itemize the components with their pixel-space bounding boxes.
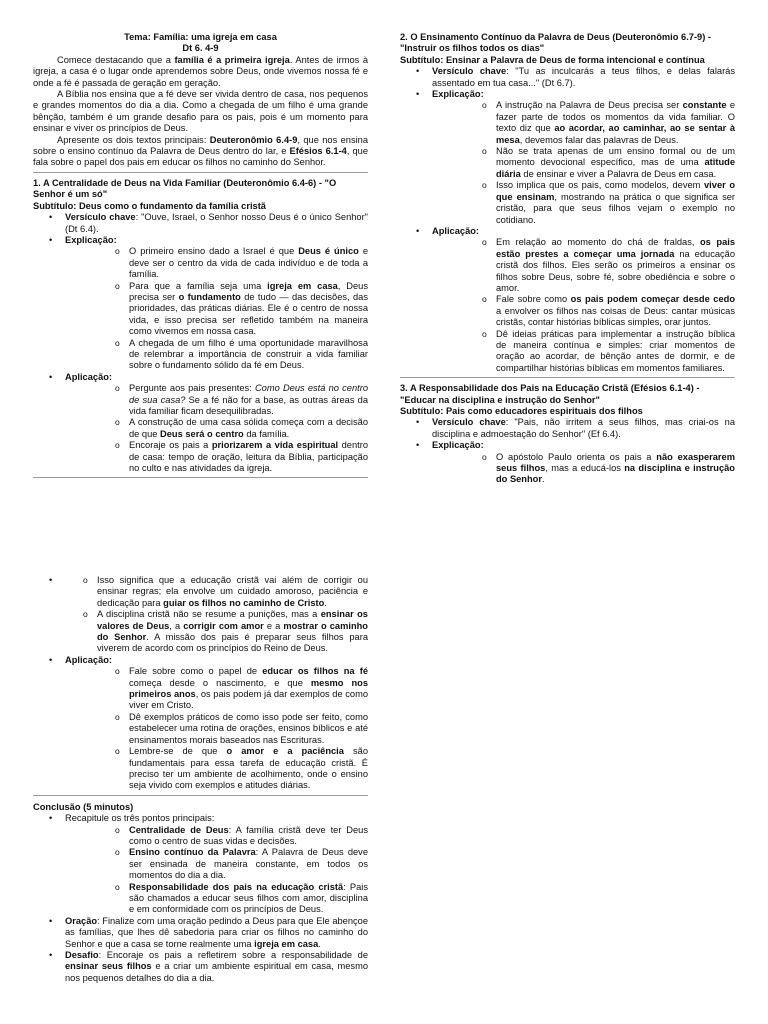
application-label: Aplicação: [65,371,113,382]
text-run: Lembre-se de que [129,746,227,757]
bold-text: Versículo chave [432,66,507,77]
continuation-list [33,575,368,792]
text-run: de tudo — das decisões, das prioridades, das práticas diárias. Ele é o centro de nossa vida, e isso precisa ser refletido também na maneira como vivemos em nossa casa. [129,291,368,337]
text-run: . [541,474,545,485]
recap-label: Recapitule os três pontos principais: [65,813,215,824]
document-title: Tema: Família: uma igreja em casa [124,32,277,42]
text-run: A Bíblia nos ensina que a fé deve ser vivida dentro de casa, nos pequenos e grandes momentos do dia a dia. Como a chegada de um filho é uma grande bênção, também é um grande desafio para os pais, pois é um momento para ensinar e viver os princípios de Deus. [33,89,368,134]
conclusion-list [33,813,368,984]
list-item [65,338,368,372]
explanation-label: Explicação: [65,234,117,245]
bold-text: educar os filhos na fé [262,666,368,677]
application-item [33,655,368,792]
list-item [432,452,735,486]
key-verse [33,212,368,235]
text-run: a envolver os filhos nas coisas de Deus: cantar músicas cristãs, contar histórias bíblicas simples, orar juntos. [496,305,735,328]
key-verse [400,66,735,89]
section-2-subtitle: Subtítulo: Ensinar a Palavra de Deus de forma intencional e contínua [400,54,705,65]
bold-text: Ensino contínuo da Palavra [129,847,256,858]
bold-text: guiar os filhos no caminho de Cristo [163,597,325,608]
list-item [33,609,368,655]
text-run: Comece destacando que a [57,54,175,65]
text-run: . [318,938,321,949]
conclusion-title: Conclusão (5 minutos) [33,801,134,812]
bold-text: mostrar o caminho do Senhor [97,620,368,643]
continued-explanation [33,575,368,655]
text-run: Dê exemplos práticos de como isso pode ser feito, como estabelecer uma rotina de orações, ensinos bíblicos e até ensinamentos morais baseados nas Escrituras. [129,711,368,745]
text-run: O primeiro ensino dado a Israel é que [129,246,299,257]
application-list [65,666,368,791]
text-run: : A Palavra de Deus deve ser ensinada de maneira constante, em todos os momentos do dia a dia. [129,847,368,881]
text-run: . A missão dos pais é preparar seus filhos para viverem de acordo com os princípios do Reino de Deus. [97,632,368,654]
challenge-item [33,950,368,984]
section-2-list [400,66,735,374]
list-item [432,146,735,180]
text-run: , mostrando na prática o que significa ser cristão, para que seus filhos vejam o exemplo no cotidiano. [496,191,735,225]
text-run: : Finalize com uma oração pedindo a Deus para que Ele abençoe as famílias, que lhes dê sabedoria para criar os filhos no caminho do Senhor e que a casa se torne realmente uma [65,915,368,949]
text-run: : Pais são chamados a educar seus filhos com amor, disciplina e em conformidade com os princípios de Deus. [129,881,368,915]
explanation-list [65,246,368,371]
bold-text: Oração [65,915,98,926]
text-run: O apóstolo Paulo orienta os pais a [496,451,657,462]
bold-text: constante [682,100,727,111]
list-item [65,417,368,440]
section-divider [33,172,368,173]
explanation-item [33,235,368,372]
bold-text: ao acordar, ao caminhar, ao se sentar à mesa [496,123,735,145]
text-run: Fale sobre como o papel de [129,666,263,677]
bold-text: Centralidade de Deus [129,824,229,835]
prayer-item [33,916,368,950]
text-run: . Antes de irmos à igreja, a casa é o lugar onde aprendemos sobre Deus, onde vivemos nossa fé e onde a fé é passada de geração em geração. [33,54,368,88]
text-run: e a criar um ambiente espiritual em casa, mesmo nos pequenos detalhes do dia a dia. [65,961,368,983]
bold-text: corrigir com amor [183,620,264,631]
text-run: . [324,597,327,608]
list-item [65,440,368,474]
text-run: de ensinar e viver a Palavra de Deus em casa. [520,168,717,179]
bold-text: Deus será o centro [160,428,244,439]
section-1-title: 1. A Centralidade de Deus na Vida Familiar (Deuteronômio 6.4-6) - "O Senhor é um só" [33,177,337,200]
text-run: e fazer parte de todos os momentos da vida familiar. O texto diz que [496,100,735,134]
text-run: : "Pais, não irritem a seus filhos, mas criai-os na disciplina e admoestação do Senhor" (Ef 6.4). [432,417,735,439]
text-run: , que nos ensina sobre o ensino contínuo da Palavra de Deus dentro do lar, e [33,134,368,157]
list-item [65,666,368,712]
text-run: , devemos falar das palavras de Deus. [519,134,679,145]
application-label: Aplicação: [432,225,480,236]
explanation-label: Explicação: [432,440,484,451]
section-1-subtitle: Subtítulo: Deus como o fundamento da família cristã [33,200,266,211]
bold-text: mesmo nos primeiros anos [129,677,368,700]
recap-item [33,813,368,916]
text-run: : A família cristã deve ter Deus como o centro de suas vidas e decisões. [129,824,368,846]
bold-text: na disciplina e instrução do Senhor [496,463,735,485]
bold-text: atitude diária [496,157,735,179]
text-run: A instrução na Palavra de Deus precisa ser [496,100,683,111]
explanation-label: Explicação: [432,89,484,100]
list-item [432,294,735,328]
list-item [65,281,368,338]
text-run: A disciplina cristã não se resume a punições, mas a [97,609,321,620]
list-item [432,237,735,294]
bold-text: priorizarem a vida espiritual [211,440,339,451]
text-run: Encoraje os pais a [129,440,212,451]
text-run: , mas a educá-los [545,463,625,474]
bold-text: ensinar seus filhos [65,961,152,972]
section-2-title: 2. O Ensinamento Contínuo da Palavra de Deus (Deuteronômio 6.7-9) - "Instruir os filhos todos os dias" [400,32,711,54]
list-item [65,712,368,746]
right-column [400,32,735,486]
text-run: , a [169,620,184,631]
text-run: e deve ser o centro da vida de cada indivíduo e de toda a família. [129,246,368,280]
text-run: : "Tu as inculcarás a teus filhos, e delas falarás assentado em tua casa..." (Dt 6.7). [432,66,735,88]
list-item [432,100,735,146]
explanation-list [432,452,735,486]
section-3-list [400,417,735,485]
section-3-title: 3. A Responsabilidade dos Pais na Educação Cristã (Efésios 6.1-4) - "Educar na disciplina e instrução do Senhor" [400,383,700,405]
recap-list [65,825,368,916]
text-run: , Deus precisa ser [129,280,368,302]
bold-text: Efésios 6.1-4 [289,146,347,157]
text-run: A construção de uma casa sólida começa com a decisão de que [129,417,368,439]
text-run: , que fala sobre o papel dos pais em educar os filhos no caminho do Senhor. [33,146,369,168]
section-divider [400,377,735,378]
section-divider [33,795,368,796]
text-run: Em relação ao momento do chá de fraldas, [496,237,700,248]
list-item [432,180,735,226]
text-run: e a [263,620,284,631]
text-run: começa desde o nascimento, e que [129,677,311,688]
bold-text: ensinar os valores de Deus [97,609,368,631]
intro-paragraph [33,55,368,89]
text-run: Isso implica que os pais, como modelos, devem [496,180,705,191]
list-item [65,825,368,848]
list-item [65,383,368,417]
bold-text: os pais podem começar desde cedo [570,294,736,305]
text-run: Pergunte aos pais presentes: [129,383,255,394]
bold-text: igreja em casa [267,280,338,291]
list-item [65,882,368,916]
bold-text: Versículo chave [432,417,506,428]
bold-text: família é a primeira igreja [174,54,290,65]
list-item [33,575,368,609]
application-item [400,226,735,374]
bible-reference: Dt 6. 4-9 [182,43,219,54]
section-1-list [33,212,368,474]
text-run: Se a fé não for a base, as outras áreas da vida familiar ficam desequilibradas. [129,394,368,416]
text-run: : Encoraje os pais a refletirem sobre a responsabilidade de [98,950,368,960]
text-run: : "Ouve, Israel, o Senhor nosso Deus é o único Senhor" (Dt 6.4). [65,212,368,234]
list-item [65,246,368,280]
bold-text: o amor e a paciência [226,746,344,757]
bold-text: igreja em casa [254,938,319,949]
list-item [432,329,735,375]
intro-paragraph [33,89,368,135]
section-3-subtitle: Subtítulo: Pais como educadores espirituais dos filhos [400,406,643,416]
bold-text: o fundamento [178,291,241,302]
bold-text: viver o que ensinam [496,180,735,202]
section-divider [33,477,368,478]
bold-text: os pais estão prestes a começar uma jornada [496,237,735,259]
text-run: A chegada de um filho é uma oportunidade maravilhosa de relembrar a importância de construir a vida familiar sobre o fundamento sólido da fé em Deus. [129,337,368,371]
list-item [65,847,368,881]
left-column-bottom [33,575,368,984]
text-run: na educação cristã dos filhos. Eles serão os primeiros a ensinar os filhos sobre Deus, sobre fé, sobre obediência e sobre o amor. [496,248,735,293]
text-run: Isso significa que a educação cristã vai além de corrigir ou ensinar regras; ela envolve um cuidado amoroso, paciência e dedicação para [97,575,368,608]
text-run: são fundamentais para essa tarefa de educação cristã. É preciso ter um ambiente de acolhimento, onde o ensino seja vivido com exemplos e atitudes diárias. [129,746,368,791]
bold-text: Deus é único [298,246,359,257]
application-item [33,372,368,475]
text-run: Não se trata apenas de um ensino formal ou de um momento devocional específico, mas de uma [496,146,735,168]
bold-text: Desafio [65,950,99,960]
application-list [432,237,735,374]
intro-paragraph [33,135,368,169]
text-run: Dê ideias práticas para implementar a instrução bíblica de maneira contínua e simples: criar momentos de oração ao acordar, de bênção antes de dormir, e de compartilhar histórias bíblicas em momentos familiares. [496,328,735,373]
key-verse [400,417,735,440]
bold-text: Responsabilidade dos pais na educação cristã [129,881,344,892]
bold-text: Deuteronômio 6.4-9 [209,134,298,145]
explanation-list [432,100,735,225]
left-column-top [33,32,368,483]
explanation-item [400,440,735,486]
explanation-list [33,575,368,655]
list-item [65,746,368,792]
application-label: Aplicação: [65,654,113,665]
text-run: Fale sobre como [496,294,571,305]
explanation-item [400,89,735,226]
bold-text: não exasperarem seus filhos [496,451,735,474]
text-run: , os pais podem já dar exemplos de como viver em Cristo. [129,689,368,711]
application-list [65,383,368,474]
text-run: da família. [243,428,290,439]
text-run: dentro de casa: tempo de oração, leitura da Bíblia, participação no culto e nas atividades da igreja. [129,440,368,474]
bold-text: Versículo chave [65,212,136,223]
italic-text: Como Deus está no centro de sua casa? [129,383,368,405]
text-run: Para que a família seja uma [129,280,268,291]
text-run: Apresente os dois textos principais: [57,134,210,145]
